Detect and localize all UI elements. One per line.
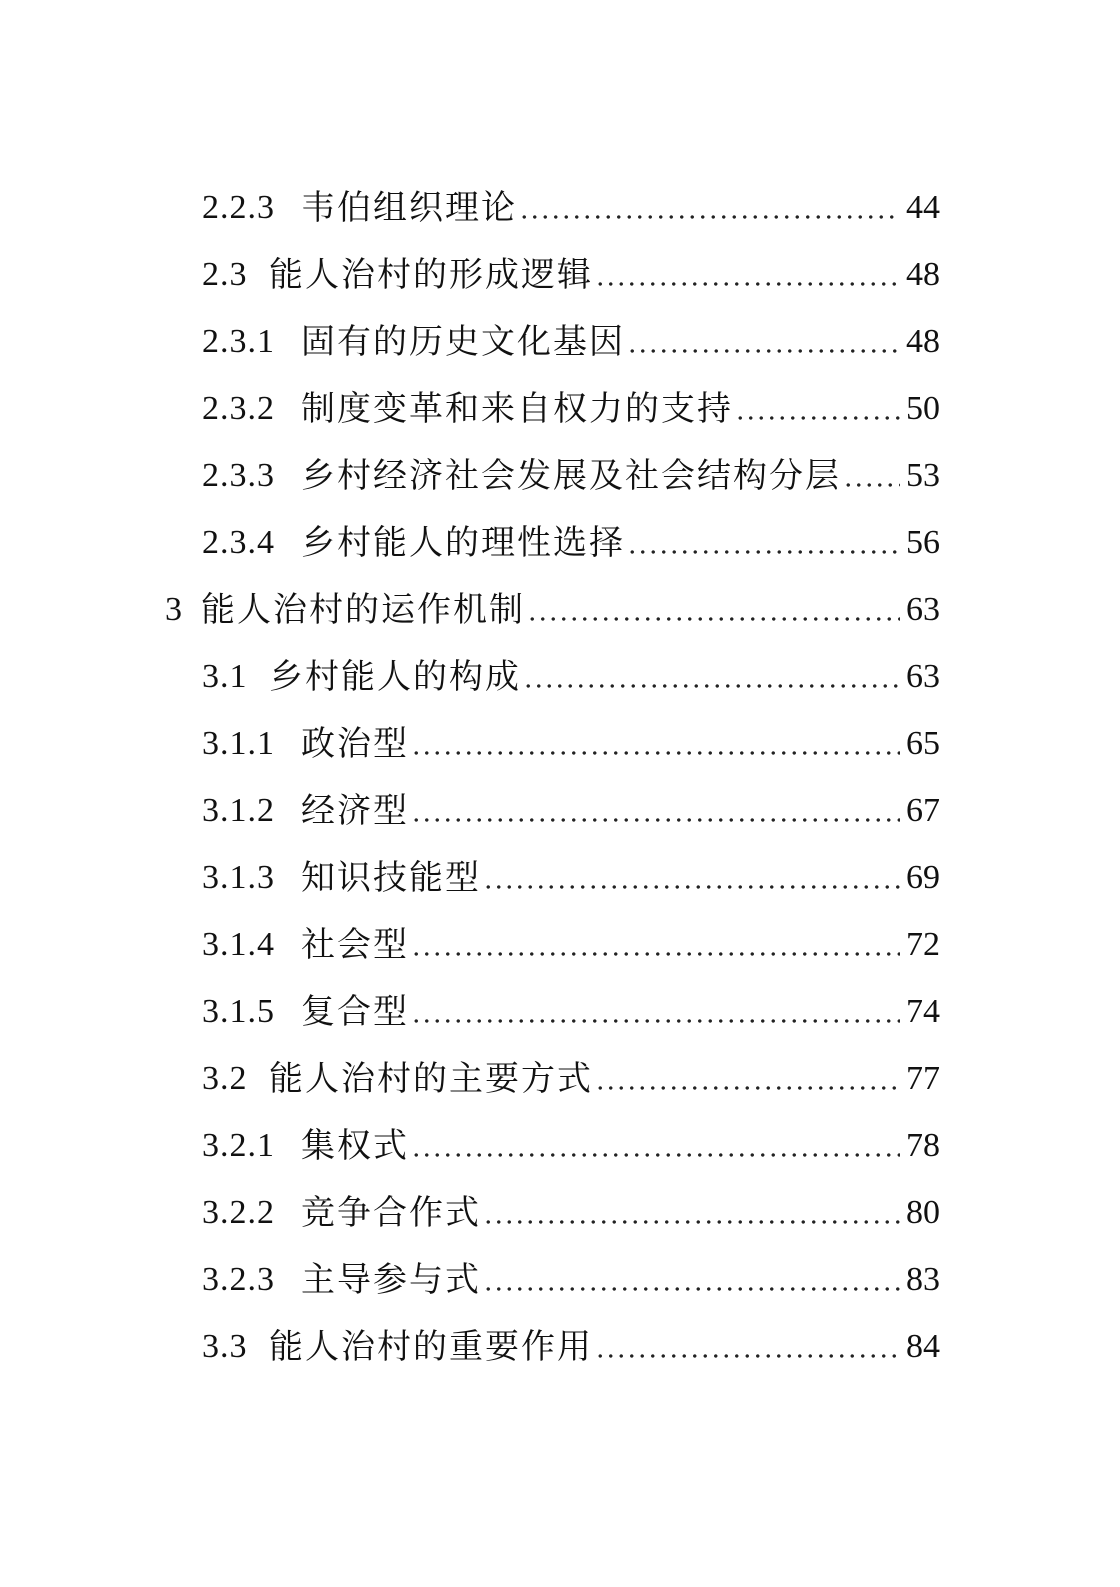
page-number: 83 [906,1261,940,1298]
dot-leader [411,714,900,774]
section-number: 3.1.2 [202,792,275,829]
page-number: 63 [906,658,940,695]
section-number: 2.3.1 [202,323,275,360]
dot-leader [519,178,900,238]
page-number: 50 [906,390,940,427]
section-number: 2.3.4 [202,524,275,561]
section-title: 主导参与式 [301,1260,481,1300]
page-number: 84 [906,1328,940,1365]
page-number: 80 [906,1194,940,1231]
dot-leader [483,848,900,908]
section-title: 韦伯组织理论 [301,188,517,228]
toc-entry[interactable] [0,1250,1120,1310]
toc-entry[interactable] [0,379,1120,439]
page-number: 44 [906,189,940,226]
section-number: 3.3 [202,1328,248,1365]
toc-entry[interactable] [0,781,1120,841]
dot-leader [411,982,900,1042]
section-number: 3.2.3 [202,1261,275,1298]
section-title: 乡村能人的理性选择 [301,523,625,563]
section-title: 政治型 [301,724,409,764]
section-title: 固有的历史文化基因 [301,322,625,362]
toc-entry[interactable] [0,513,1120,573]
section-number: 3.2.2 [202,1194,275,1231]
toc-entry[interactable] [0,580,1120,640]
section-number: 3.2.1 [202,1127,275,1164]
section-title: 社会型 [301,925,409,965]
toc-entry[interactable] [0,1183,1120,1243]
section-number: 2.3 [202,256,248,293]
dot-leader [527,580,900,640]
toc-entry[interactable] [0,1049,1120,1109]
toc-entry[interactable] [0,647,1120,707]
page-number: 63 [906,591,940,628]
dot-leader [627,312,900,372]
dot-leader [411,1116,900,1176]
section-number: 3.1.3 [202,859,275,896]
dot-leader [843,446,900,506]
section-title: 能人治村的形成逻辑 [269,255,593,295]
dot-leader [411,781,900,841]
section-title: 能人治村的运作机制 [201,590,525,630]
toc-entry[interactable] [0,915,1120,975]
page-number: 78 [906,1127,940,1164]
section-title: 经济型 [301,791,409,831]
page-number: 65 [906,725,940,762]
section-title: 竞争合作式 [301,1193,481,1233]
toc-entry[interactable] [0,714,1120,774]
dot-leader [483,1183,900,1243]
page-number: 69 [906,859,940,896]
toc-entry[interactable] [0,1317,1120,1377]
page-number: 48 [906,256,940,293]
section-title: 集权式 [301,1126,409,1166]
section-title: 乡村经济社会发展及社会结构分层 [301,456,841,496]
dot-leader [595,1049,900,1109]
dot-leader [483,1250,900,1310]
dot-leader [411,915,900,975]
toc-entry[interactable] [0,848,1120,908]
dot-leader [523,647,900,707]
page-number: 74 [906,993,940,1030]
section-number: 3.2 [202,1060,248,1097]
section-title: 知识技能型 [301,858,481,898]
section-number: 3 [165,591,183,628]
dot-leader [735,379,900,439]
toc-entry[interactable] [0,446,1120,506]
section-title: 能人治村的重要作用 [269,1327,593,1367]
page-number: 67 [906,792,940,829]
dot-leader [627,513,900,573]
section-number: 3.1 [202,658,248,695]
toc-entry[interactable] [0,178,1120,238]
section-title: 制度变革和来自权力的支持 [301,389,733,429]
toc-entry[interactable] [0,312,1120,372]
section-title: 乡村能人的构成 [269,657,521,697]
section-number: 3.1.5 [202,993,275,1030]
toc-entry[interactable] [0,982,1120,1042]
toc-entry[interactable] [0,1116,1120,1176]
page-number: 77 [906,1060,940,1097]
page-number: 56 [906,524,940,561]
section-number: 2.2.3 [202,189,275,226]
section-number: 2.3.2 [202,390,275,427]
section-title: 复合型 [301,992,409,1032]
section-number: 3.1.1 [202,725,275,762]
page-number: 53 [906,457,940,494]
page-number: 48 [906,323,940,360]
dot-leader [595,245,900,305]
section-title: 能人治村的主要方式 [269,1059,593,1099]
toc-entry[interactable] [0,245,1120,305]
section-number: 3.1.4 [202,926,275,963]
page-number: 72 [906,926,940,963]
dot-leader [595,1317,900,1377]
section-number: 2.3.3 [202,457,275,494]
